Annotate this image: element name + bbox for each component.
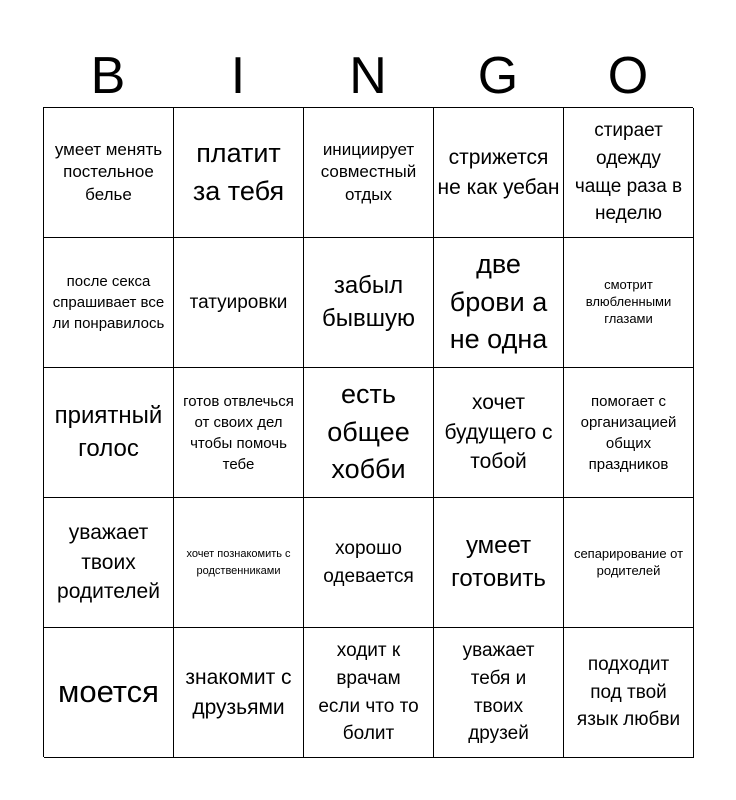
- title-letter-n: N: [349, 47, 387, 105]
- bingo-cell-r3c4[interactable]: [434, 368, 564, 498]
- bingo-cell-r1c1[interactable]: [44, 108, 174, 238]
- bingo-cell-r2c1[interactable]: [44, 238, 174, 368]
- bingo-cell-r3c3[interactable]: [304, 368, 434, 498]
- bingo-cell-r2c2[interactable]: [174, 238, 304, 368]
- bingo-title: [43, 44, 693, 108]
- cell-text: умеет менять постельное белье: [54, 140, 163, 204]
- bingo-cell-r4c4[interactable]: [434, 498, 564, 628]
- cell-text: после секса спрашивает все ли понравилось: [52, 273, 165, 332]
- title-letter-i: I: [230, 47, 246, 105]
- bingo-cell-r2c3[interactable]: [304, 238, 434, 368]
- bingo-cell-r2c5[interactable]: [564, 238, 694, 368]
- bingo-cell-r4c3[interactable]: [304, 498, 434, 628]
- bingo-cell-r5c4[interactable]: [434, 628, 564, 758]
- bingo-cell-r4c1[interactable]: [44, 498, 174, 628]
- bingo-cell-r4c5[interactable]: [564, 498, 694, 628]
- bingo-cell-r5c3[interactable]: [304, 628, 434, 758]
- cell-text: хочет познакомить с родственниками: [186, 548, 291, 577]
- cell-text: смотрит влюбленными глазами: [585, 277, 672, 326]
- title-letter-g: G: [477, 47, 519, 105]
- cell-text: стрижется не как уебан: [437, 146, 560, 199]
- bingo-cell-r1c2[interactable]: [174, 108, 304, 238]
- bingo-cell-r5c2[interactable]: [174, 628, 304, 758]
- bingo-cell-r1c3[interactable]: [304, 108, 434, 238]
- cell-text: помогает с организацией общих праздников: [580, 392, 677, 473]
- cell-text: уважает твоих родителей: [57, 521, 160, 604]
- bingo-cell-r3c1[interactable]: [44, 368, 174, 498]
- bingo-cell-r3c2[interactable]: [174, 368, 304, 498]
- bingo-cell-r1c5[interactable]: [564, 108, 694, 238]
- cell-text: приятный голос: [54, 402, 163, 462]
- cell-text: две брови а не одна: [449, 248, 548, 355]
- bingo-cell-r5c5[interactable]: [564, 628, 694, 758]
- cell-text: хочет будущего с тобой: [444, 391, 553, 474]
- cell-text: ходит к врачам если что то болит: [318, 640, 419, 745]
- bingo-cell-r1c4[interactable]: [434, 108, 564, 238]
- cell-text: хорошо одевается: [323, 537, 414, 587]
- bingo-cell-r4c2[interactable]: [174, 498, 304, 628]
- bingo-cell-r5c1[interactable]: [44, 628, 174, 758]
- bingo-board: [43, 107, 693, 757]
- cell-text: стирает одежду чаще раза в неделю: [574, 120, 683, 225]
- title-letter-o: O: [607, 47, 649, 105]
- cell-text: знакомит с друзьями: [185, 666, 292, 719]
- cell-text: платит за тебя: [192, 137, 285, 206]
- cell-text: забыл бывшую: [322, 272, 415, 332]
- cell-text: моется: [58, 674, 159, 710]
- cell-text: сепарирование от родителей: [573, 545, 684, 578]
- cell-text: готов отвлечься от своих дел чтобы помочь тебе: [183, 392, 294, 473]
- bingo-cell-r3c5[interactable]: [564, 368, 694, 498]
- bingo-cell-r2c4[interactable]: [434, 238, 564, 368]
- cell-text: уважает тебя и твоих друзей: [462, 640, 535, 745]
- cell-text: подходит под твой язык любви: [576, 654, 681, 731]
- cell-text: умеет готовить: [451, 532, 546, 592]
- cell-text: инициирует совместный отдых: [320, 140, 417, 204]
- title-letter-b: B: [90, 47, 126, 105]
- cell-text: есть общее хобби: [327, 378, 410, 485]
- cell-text: татуировки: [189, 291, 288, 313]
